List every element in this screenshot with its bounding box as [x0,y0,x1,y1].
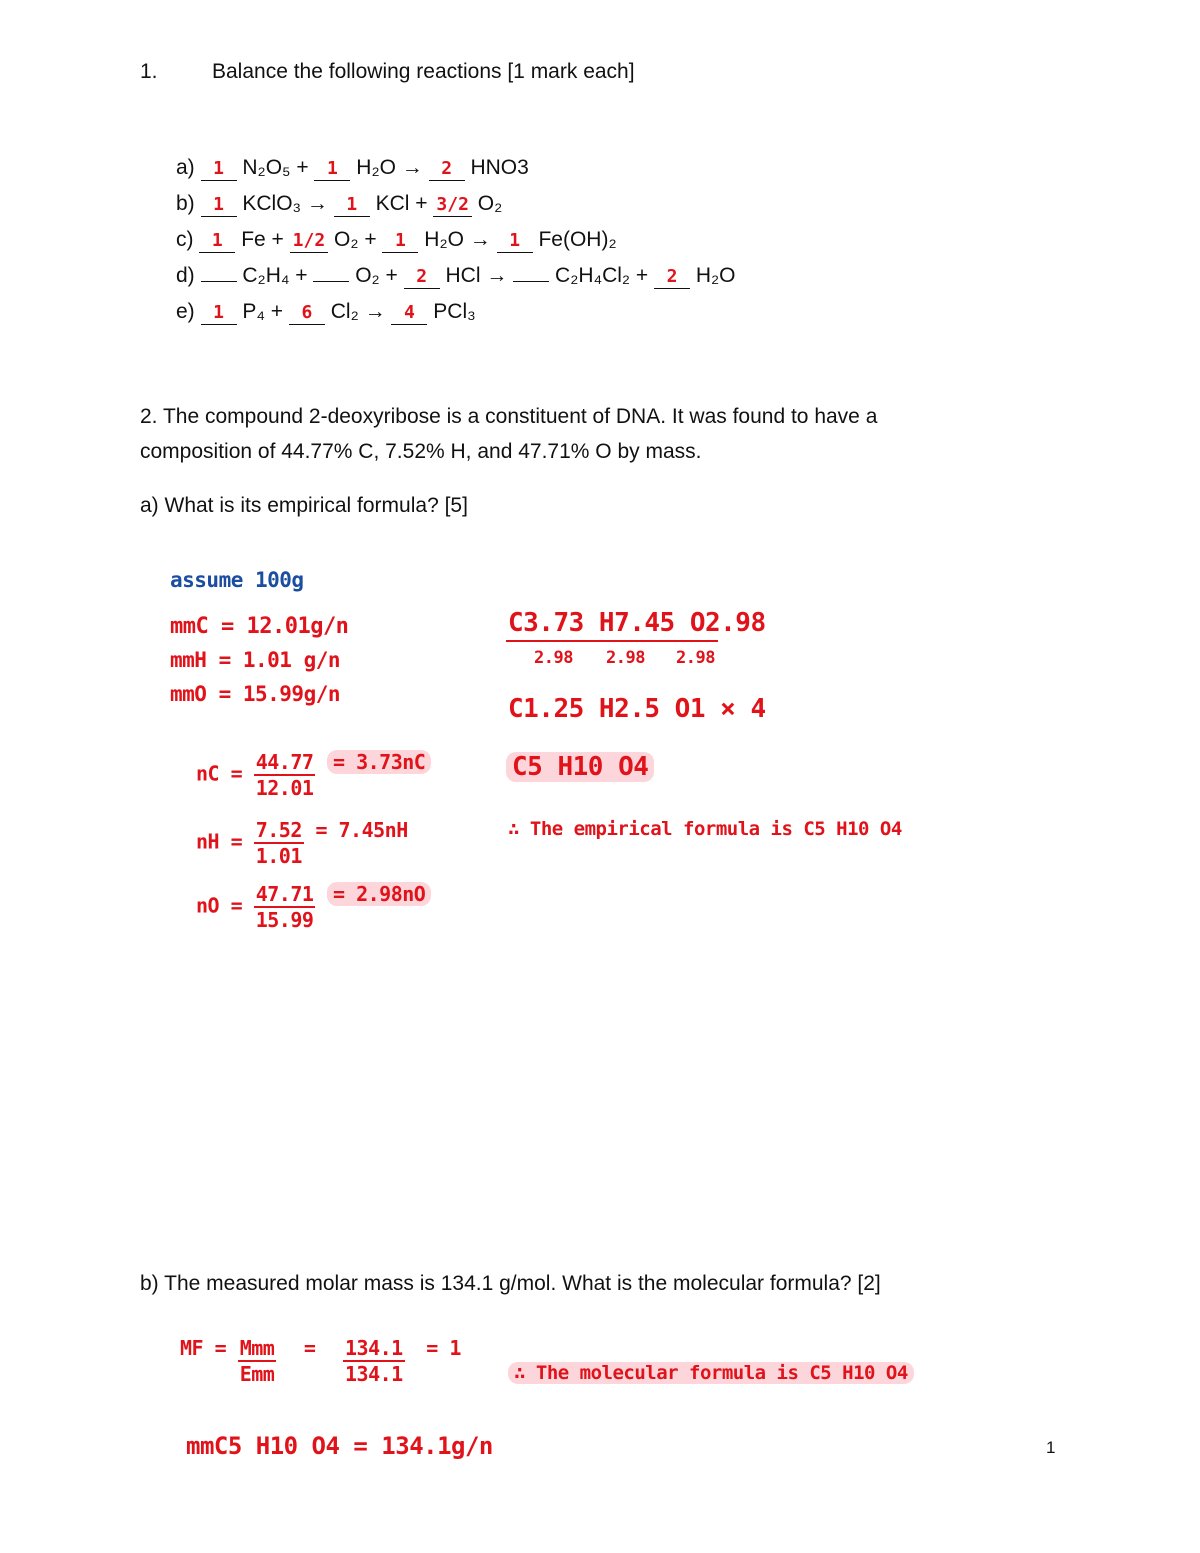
coefficient-blank: 1 [201,194,237,217]
reaction-term: H₂O → [424,228,491,251]
reaction-label: c) [176,228,194,251]
coefficient-blank: 1 [199,230,235,253]
coefficient-blank: 1 [497,230,533,253]
q1-number: 1. [140,60,158,83]
mf-label: MF = [180,1335,227,1360]
moles-o-fraction [254,882,316,932]
mf-value-numerator: 134.1 [344,1336,403,1360]
reaction-term: O₂ + [355,264,398,287]
reaction-term: HNO3 [470,156,529,179]
coefficient-blank: 1 [382,230,418,253]
reaction-term: C₂H₄Cl₂ + [555,264,649,287]
reaction-term: N₂O₅ + [242,156,309,179]
moles-o-numerator: 47.71 [255,882,314,906]
molar-mass-c: mmC = 12.01g/n [170,614,349,639]
reaction-term: P₄ + [242,300,284,323]
coefficient-blank: 1 [334,194,370,217]
reaction-term: H₂O [695,264,736,287]
mf-result: = 1 [426,1335,461,1360]
coefficient-blank [313,281,349,282]
reaction-b [176,192,502,217]
reaction-term: O₂ [477,192,503,215]
coefficient-blank: 2 [429,158,465,181]
mf-numerator: Mmm [239,1336,275,1360]
moles-c-fraction [254,750,316,800]
coefficient-blank [513,281,549,282]
reaction-term: Fe + [241,228,284,251]
ratio-denominator-2: 2.98 [606,648,645,668]
mf-fraction [238,1336,277,1386]
ratio-denominator-3: 2.98 [676,648,715,668]
empirical-conclusion: ∴ The empirical formula is C5 H10 O4 [508,818,902,840]
reaction-label: b) [176,192,195,215]
ratio-divider [506,640,718,642]
coefficient-blank: 1 [314,158,350,181]
page-number: 1 [1046,1438,1056,1457]
reaction-label: a) [176,156,195,179]
reaction-label: e) [176,300,195,323]
moles-h-numerator: 7.52 [255,818,302,842]
reaction-label: d) [176,264,195,287]
simplified-ratio: C1.25 H2.5 O1 × 4 [508,694,766,724]
reaction-c [176,228,617,253]
moles-c-result: = 3.73nC [327,750,431,774]
reaction-term: H₂O → [356,156,423,179]
reaction-term: KClO₃ → [242,192,328,215]
reaction-term: Cl₂ → [330,300,386,323]
coefficient-blank: 2 [404,266,440,289]
moles-c-denominator: 12.01 [255,776,314,800]
mf-denominator: Emm [239,1362,275,1386]
moles-h-label: nH = [196,829,243,854]
reaction-term: KCl + [375,192,428,215]
q2-intro-line1: 2. The compound 2-deoxyribose is a constituent of DNA. It was found to have a [140,405,878,428]
reaction-a [176,156,529,181]
mf-equals: = [303,1335,316,1360]
assume-note: assume 100g [170,568,304,592]
reaction-term: C₂H₄ + [242,264,308,287]
reaction-term: Fe(OH)₂ [538,228,617,251]
moles-o-result: = 2.98nO [327,882,431,906]
empirical-formula: C5 H10 O4 [506,752,654,782]
molar-mass-h: mmH = 1.01 g/n [170,648,341,672]
moles-c-calc [196,750,431,800]
coefficient-blank: 1 [201,158,237,181]
coefficient-blank: 6 [289,302,325,325]
molecular-conclusion: ∴ The molecular formula is C5 H10 O4 [508,1362,914,1384]
q2-intro-line2: composition of 44.77% C, 7.52% H, and 47.71% O by mass. [140,440,702,463]
moles-o-label: nO = [196,893,243,918]
reaction-term: O₂ + [334,228,377,251]
coefficient-blank: 2 [654,266,690,289]
coefficient-blank: 1 [201,302,237,325]
moles-h-result: = 7.45nH [315,817,408,842]
coefficient-blank: 3/2 [433,194,472,217]
moles-h-calc [196,818,408,868]
reaction-d [176,264,736,289]
mole-ratio-formula: C3.73 H7.45 O2.98 [508,608,766,638]
coefficient-blank: 1/2 [290,230,329,253]
molar-mass-check: mmC5 H10 O4 = 134.1g/n [186,1432,493,1460]
q2-part-a: a) What is its empirical formula? [5] [140,494,468,517]
moles-c-label: nC = [196,761,243,786]
q1-prompt: Balance the following reactions [1 mark each] [212,60,635,83]
molecular-formula-calc [180,1336,461,1386]
reaction-term: HCl → [445,264,508,287]
reaction-e [176,300,476,325]
molar-mass-o: mmO = 15.99g/n [170,682,341,706]
moles-o-calc [196,882,431,932]
mf-value-fraction [343,1336,405,1386]
moles-o-denominator: 15.99 [255,908,314,932]
coefficient-blank: 4 [391,302,427,325]
moles-c-numerator: 44.77 [255,750,314,774]
moles-h-fraction [254,818,304,868]
coefficient-blank [201,281,237,282]
reaction-term: PCl₃ [433,300,476,323]
q2-part-b: b) The measured molar mass is 134.1 g/mol. What is the molecular formula? [2] [140,1272,881,1295]
moles-h-denominator: 1.01 [255,844,302,868]
ratio-denominator-1: 2.98 [534,648,573,668]
mf-value-denominator: 134.1 [344,1362,403,1386]
